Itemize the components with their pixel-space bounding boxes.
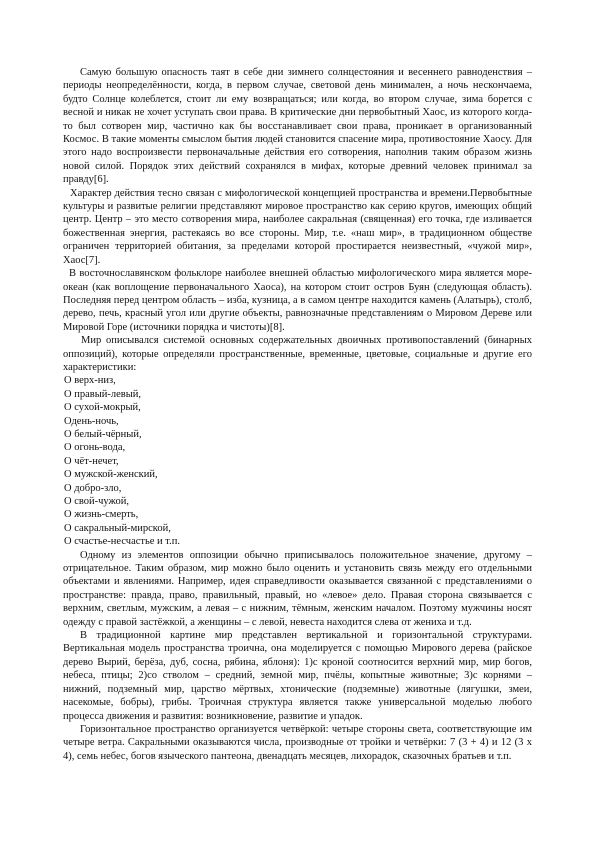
list-item: О белый-чёрный, xyxy=(64,428,142,440)
list-item: О сухой-мокрый, xyxy=(64,402,141,414)
list-item: О мужской-женский, xyxy=(64,469,158,481)
paragraph-folklore: В восточнославянском фольклоре наиболее внешней областью мифологического мира является море-океан (как воплощение первоначального Хаоса), на котором стоит остров Буян (следующая область). Последняя перед центром область – изба, кузница, а в самом центре находится камень (Алатырь), столб, дерево, печь, красный угол или другие объекты, равнозначные представлениям о Мировом Дереве или Мировой Горе (источники порядка и чистоты)[8]. xyxy=(63,268,532,333)
paragraph-horizontal-space: Горизонтальное пространство организуется четвёркой: четыре стороны света, соответствующие им четыре ветра. Сакральными оказываются числа, производные от тройки и четвёрки: 7 (3 + 4) и 12 (3 х 4), семь небес, богов языческого пантеона, двенадцать месяцев, лихорадок, сказочных братьев и т.п. xyxy=(63,723,532,762)
paragraph-binary-oppositions: Мир описывался системой основных содержательных двоичных противопоставлений (бинарных оппозиций), которые определяли пространственные, временные, цветовые, социальные и другие его характеристики: xyxy=(63,335,532,373)
list-item: О сакральный-мирской, xyxy=(64,522,171,534)
list-item: О жизнь-смерть, xyxy=(64,509,139,521)
list-item: О огонь-вода, xyxy=(64,442,126,454)
list-item: О правый-левый, xyxy=(64,388,142,400)
list-item: О счастье-несчастье и т.п. xyxy=(64,536,180,548)
list-item: О чёт-нечет, xyxy=(64,455,119,467)
paragraph-solstice: Самую большую опасность таят в себе дни зимнего солнцестояния и весеннего равноденствия – периоды неопределённости, когда, в первом случае, световой день минимален, а ночь нескончаема, будто Солнце колеблется, стоит ли ему возвращаться; или когда, во втором случае, зима борется с весной и никак не хочет уступать свои права. В критические дни первобытный Хаос, из которого когда-то был сотворен мир, частично как бы восстанавливает свои права, проникает в организованный Космос. В такие моменты смыслом бытия людей становится спасение мира, противостояние Хаосу. Для этого надо воспроизвести первоначальные действия его сотворения, наполнив таким образом жизнь новой силой. Порядок этих действий сохранялся в мифах, которые древний человек принимал за правду[6]. xyxy=(63,67,532,186)
paragraph-positive-negative: Одному из элементов оппозиции обычно приписывалось положительное значение, другому – отрицательное. Таким образом, мир можно было оценить и установить связь между его отдельными объектами и явлениями. Например, идея справедливости оказывается связанной с представлениями о пространстве: правда, право, правильный, правый, но «левое» дело. Правая сторона связывается с верхним, светлым, мужским, а левая – с нижним, тёмным, женским началом. Поэтому мужчины носят одежду с правой застёжкой, а женщины – с левой, невеста находится слева от жениха и т.д. xyxy=(63,549,532,628)
list-item: Одень-ночь, xyxy=(64,415,119,427)
paragraph-space-time: Характер действия тесно связан с мифологической концепцией пространства и времени.Первобытные культуры и развитые религии представляют мировое пространство как серию кругов, имеющих общий центр. Центр – это место сотворения мира, наиболее сакральная (священная) его точка, где изливается божественная энергия, растекаясь во все стороны. Мир, т.е. «наш мир», в традиционном обществе ограничен территорией обитания, за пределами которой простирается неизвестный, «чужой мир», Хаос[7]. xyxy=(63,187,532,266)
document-page xyxy=(63,66,532,763)
oppositions-list xyxy=(63,374,532,548)
list-item: О верх-низ, xyxy=(64,375,116,387)
paragraph-vertical-model: В традиционной картине мир представлен вертикальной и горизонтальной структурами. Вертикальная модель пространства троична, она моделируется с помощью Мирового дерева (райское дерево Вырий, берёза, дуб, сосна, рябина, яблоня): 1)с кроной соотносится верхний мир, мир богов, небеса, птицы; 2)со стволом – средний, земной мир, пчёлы, копытные животные; 3)с корнями – нижний, подземный мир, царство мёртвых, хтонические (подземные) животные (лягушки, змеи, насекомые, бобры), грибы. Троичная структура является также универсальной моделью любого процесса движения и развития: возникновение, развитие и упадок. xyxy=(63,630,532,722)
list-item: О добро-зло, xyxy=(64,482,122,494)
list-item: О свой-чужой, xyxy=(64,496,129,507)
